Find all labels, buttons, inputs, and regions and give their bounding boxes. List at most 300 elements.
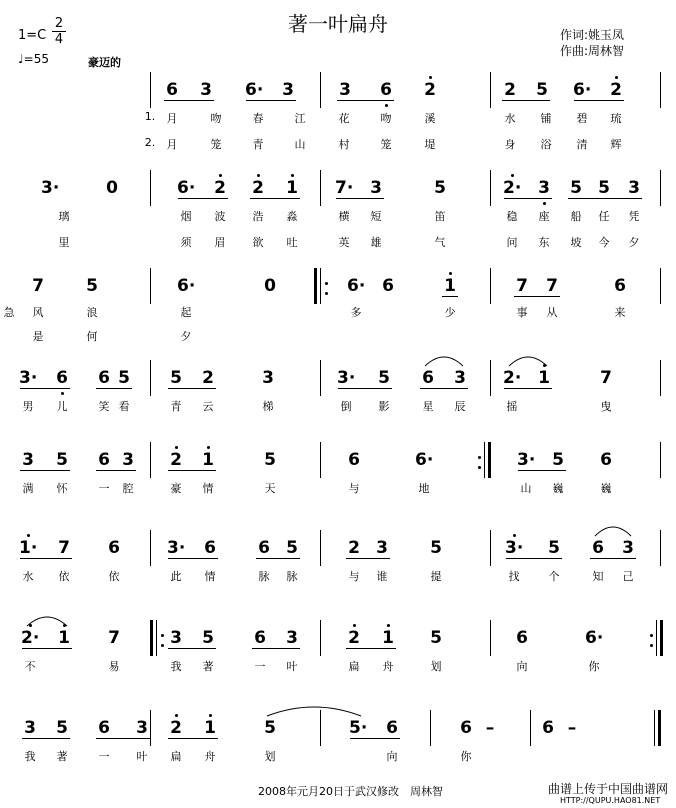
octave-high-dot — [429, 76, 432, 79]
underline-beam — [168, 648, 216, 649]
lyric-verse1: 著 — [202, 660, 214, 673]
bar-line — [660, 530, 661, 566]
note: 7 — [516, 276, 528, 296]
lyric-verse1: 腔 — [122, 482, 134, 495]
lyric-verse1: 向 — [516, 660, 528, 673]
slur — [265, 704, 363, 718]
note: 3· — [505, 538, 524, 558]
note: 3· — [337, 368, 356, 388]
lyric-verse1: 个 — [548, 570, 560, 583]
note: 3 — [376, 538, 388, 558]
lyric-verse2: 夕 — [628, 236, 640, 249]
lyricist-credit: 作词:姚玉凤 — [560, 28, 625, 42]
octave-high-dot — [219, 174, 222, 177]
bar-line — [430, 710, 431, 746]
lyric-verse1: 任 — [598, 210, 610, 223]
lyric-verse2: 辉 — [610, 138, 622, 151]
lyric-verse1: 一 — [98, 750, 110, 763]
octave-high-dot — [511, 174, 514, 177]
tempo-marking: ♩=55 — [18, 52, 49, 66]
repeat-dot — [478, 466, 481, 469]
lyric-verse1: 谁 — [376, 570, 388, 583]
note: 6· — [177, 178, 196, 198]
note: 5 — [286, 538, 298, 558]
repeat-dot — [161, 634, 164, 637]
lyric-verse1: 江 — [294, 112, 306, 125]
note: 3 — [262, 368, 274, 388]
slur — [423, 354, 465, 368]
lyric-verse1: 水 — [22, 570, 34, 583]
note: 6 — [600, 450, 612, 470]
note: – — [567, 718, 577, 738]
note: 6 — [254, 628, 266, 648]
lyric-verse2: 何 — [86, 330, 98, 343]
underline-beam — [168, 388, 216, 389]
note: 3 — [200, 80, 212, 100]
bar-line — [490, 360, 491, 396]
underline-beam — [420, 388, 468, 389]
bar-line — [156, 620, 157, 656]
octave-high-dot — [175, 714, 178, 717]
note: 5 — [536, 80, 548, 100]
underline-beam — [20, 388, 70, 389]
bar-line — [150, 268, 151, 304]
bar-line — [490, 530, 491, 566]
lyric-verse1: 巍 — [600, 482, 612, 495]
lyric-verse2: 问 — [506, 236, 518, 249]
lyric-verse1: 你 — [588, 660, 600, 673]
underline-beam — [22, 738, 70, 739]
bar-line-thick — [488, 442, 491, 478]
underline-beam — [96, 738, 150, 739]
lyric-verse1: 从 — [546, 306, 558, 319]
bar-line — [150, 442, 151, 478]
underline-beam — [337, 100, 394, 101]
lyric-verse2: 眉 — [214, 236, 226, 249]
lyric-verse2: 欲 — [252, 236, 264, 249]
underline-beam — [350, 738, 400, 739]
note: 6 — [98, 718, 110, 738]
lyric-verse1: 情 — [202, 482, 214, 495]
note: 3 — [628, 178, 640, 198]
note: 3· — [19, 368, 38, 388]
note: 3 — [24, 718, 36, 738]
bar-line-thick — [314, 268, 317, 304]
bar-line-thick — [150, 620, 153, 656]
mood-marking: 豪迈的 — [88, 56, 121, 69]
lyric-verse2: 东 — [538, 236, 550, 249]
lyric-verse1: 怀 — [56, 482, 68, 495]
lyric-verse1: 脉 — [286, 570, 298, 583]
note: 6· — [585, 628, 604, 648]
note: 6 — [422, 368, 434, 388]
lyric-verse1: 月 — [166, 112, 178, 125]
note: 6· — [415, 450, 434, 470]
lyric-verse1: 凭 — [628, 210, 640, 223]
lyric-verse1: 水 — [504, 112, 516, 125]
lyric-verse1: 琉 — [610, 112, 622, 125]
lyric-verse1: 与 — [348, 570, 360, 583]
octave-high-dot — [27, 534, 30, 537]
note: 3 — [136, 718, 148, 738]
underline-beam — [346, 558, 390, 559]
note: 6 — [166, 80, 178, 100]
underline-beam — [506, 558, 562, 559]
lyric-verse1: 划 — [430, 660, 442, 673]
lyric-verse2: 笼 — [210, 138, 222, 151]
lyric-verse1: 地 — [418, 482, 430, 495]
lyric-verse1: 璃 — [58, 210, 70, 223]
lyric-verse1: 影 — [378, 400, 390, 413]
octave-high-dot — [387, 624, 390, 627]
repeat-dot — [650, 644, 653, 647]
lyric-verse2: 气 — [434, 236, 446, 249]
lyric-verse1: 一 — [98, 482, 110, 495]
note: – — [485, 718, 495, 738]
note: 5 — [56, 718, 68, 738]
lyric-verse1: 来 — [614, 306, 626, 319]
lyric-verse1: 少 — [444, 306, 456, 319]
note: 3· — [41, 178, 60, 198]
lyric-verse1: 看 — [118, 400, 130, 413]
site-credit: 曲谱上传于中国曲谱网 — [548, 782, 669, 796]
lyric-verse1: 多 — [350, 306, 362, 319]
lyric-verse2: 须 — [180, 236, 192, 249]
bar-line — [660, 360, 661, 396]
lyric-verse2: 浴 — [540, 138, 552, 151]
lyric-verse1: 此 — [170, 570, 182, 583]
note: 6 — [98, 450, 110, 470]
lyric-verse1: 我 — [24, 750, 36, 763]
repeat-dot — [325, 292, 328, 295]
note: 6 — [386, 718, 398, 738]
octave-high-dot — [257, 174, 260, 177]
note: 6 — [542, 718, 554, 738]
underline-beam — [504, 198, 552, 199]
bar-line — [320, 530, 321, 566]
lyric-verse1: 舟 — [382, 660, 394, 673]
bar-line — [320, 620, 321, 656]
lyric-verse1: 提 — [430, 570, 442, 583]
time-signature-bottom: 4 — [52, 31, 66, 47]
lyric-verse1: 青 — [170, 400, 182, 413]
lyric-verse1: 脉 — [258, 570, 270, 583]
bar-line — [490, 170, 491, 206]
octave-high-dot — [449, 272, 452, 275]
bar-line — [656, 620, 657, 656]
lyric-verse1: 向 — [386, 750, 398, 763]
lyric-verse1: 豪 — [170, 482, 182, 495]
underline-beam — [168, 558, 218, 559]
lyric-verse1: 铺 — [540, 112, 552, 125]
note: 6 — [592, 538, 604, 558]
note: 6 — [258, 538, 270, 558]
octave-high-dot — [615, 76, 618, 79]
bar-line — [320, 170, 321, 206]
slur — [593, 524, 633, 538]
lyric-verse2: 青 — [252, 138, 264, 151]
lyric-verse1: 起 — [180, 306, 192, 319]
lyric-verse2: 身 — [504, 138, 516, 151]
slur-curve — [509, 357, 547, 366]
lyric-verse1: 叶 — [286, 660, 298, 673]
time-signature — [52, 16, 66, 47]
lyric-verse2: 山 — [294, 138, 306, 151]
lyric-verse1: 溪 — [424, 112, 436, 125]
key-signature: 1=C — [18, 28, 47, 43]
note: 1 — [538, 368, 550, 388]
lyric-verse1: 吻 — [210, 112, 222, 125]
note: 5 — [264, 718, 276, 738]
footer-note: 2008年元月20日于武汉修改 周林智 — [258, 785, 443, 798]
lyric-verse1: 我 — [170, 660, 182, 673]
underline-beam — [338, 388, 392, 389]
slur-curve — [27, 617, 67, 626]
note: 5 — [570, 178, 582, 198]
lyric-verse2: 是 — [32, 330, 44, 343]
lyric-verse1: 与 — [348, 482, 360, 495]
lyric-verse1: 找 — [508, 570, 520, 583]
note: 2 — [170, 718, 182, 738]
lyric-verse1: 己 — [622, 570, 634, 583]
lyric-verse1: 云 — [202, 400, 214, 413]
note: 5 — [430, 628, 442, 648]
bar-line — [150, 72, 151, 108]
note: 3 — [538, 178, 550, 198]
octave-low-dot — [543, 202, 546, 205]
note: 6 — [98, 368, 110, 388]
note: 3 — [22, 450, 34, 470]
lyric-verse1: 笑 — [98, 400, 110, 413]
note: 6· — [245, 80, 264, 100]
underline-beam — [96, 388, 132, 389]
octave-high-dot — [291, 174, 294, 177]
slur — [25, 614, 69, 628]
lyric-verse1: 急 — [3, 306, 15, 319]
note: 1 — [382, 628, 394, 648]
bar-line — [660, 170, 661, 206]
lyric-verse2: 吐 — [286, 236, 298, 249]
lyric-verse1: 摇 — [506, 400, 518, 413]
repeat-dot — [161, 644, 164, 647]
note: 1 — [286, 178, 298, 198]
octave-high-dot — [175, 446, 178, 449]
lyric-verse1: 依 — [108, 570, 120, 583]
note: 5 — [56, 450, 68, 470]
lyric-verse1: 倒 — [340, 400, 352, 413]
lyric-verse2: 英 — [338, 236, 350, 249]
note: 2 — [170, 450, 182, 470]
lyric-verse1: 碧 — [576, 112, 588, 125]
note: 5 — [430, 538, 442, 558]
octave-high-dot — [209, 714, 212, 717]
time-signature-top: 2 — [54, 16, 64, 31]
lyric-verse1: 1. — [144, 110, 156, 123]
lyric-verse1: 船 — [570, 210, 582, 223]
note: 1 — [58, 628, 70, 648]
bar-line — [150, 170, 151, 206]
note: 6· — [573, 80, 592, 100]
underline-beam — [250, 198, 300, 199]
note: 7 — [600, 368, 612, 388]
underline-beam — [164, 100, 214, 101]
lyric-verse1: 风 — [32, 306, 44, 319]
note: 6 — [348, 450, 360, 470]
note: 2 — [202, 368, 214, 388]
bar-line-thick — [660, 620, 663, 656]
lyric-verse1: 不 — [24, 660, 36, 673]
underline-beam — [502, 100, 550, 101]
lyric-verse2: 笼 — [380, 138, 392, 151]
underline-beam — [20, 558, 72, 559]
bar-line — [660, 72, 661, 108]
lyric-verse1: 儿 — [56, 400, 68, 413]
note: 2· — [503, 178, 522, 198]
underline-beam — [96, 470, 136, 471]
underline-beam — [514, 296, 560, 297]
underline-beam — [246, 100, 296, 101]
underline-beam — [168, 738, 218, 739]
note: 3 — [282, 80, 294, 100]
slur-curve — [267, 707, 361, 716]
underline-beam — [518, 470, 566, 471]
bar-line — [150, 360, 151, 396]
note: 2 — [214, 178, 226, 198]
note: 3 — [122, 450, 134, 470]
lyric-verse2: 坡 — [570, 236, 582, 249]
bar-line — [320, 268, 321, 304]
lyric-verse1: 梯 — [262, 400, 274, 413]
note: 6· — [347, 276, 366, 296]
note: 3 — [370, 178, 382, 198]
composer-credit: 作曲:周林智 — [560, 44, 625, 58]
underline-beam — [336, 198, 384, 199]
bar-line — [490, 620, 491, 656]
note: 5 — [170, 368, 182, 388]
lyric-verse1: 划 — [264, 750, 276, 763]
note: 3 — [622, 538, 634, 558]
lyric-verse2: 里 — [58, 236, 70, 249]
bar-line — [660, 268, 661, 304]
lyric-verse2: 堤 — [424, 138, 436, 151]
lyric-verse2: 今 — [598, 236, 610, 249]
underline-beam — [504, 388, 552, 389]
note: 2 — [348, 628, 360, 648]
lyric-verse1: 易 — [108, 660, 120, 673]
bar-line — [660, 442, 661, 478]
note: 6· — [177, 276, 196, 296]
bar-line — [530, 710, 531, 746]
note: 3 — [170, 628, 182, 648]
lyric-verse1: 一 — [254, 660, 266, 673]
octave-high-dot — [513, 534, 516, 537]
note: 3 — [286, 628, 298, 648]
note: 3 — [454, 368, 466, 388]
note: 1 — [444, 276, 456, 296]
site-url: HTTP://QUPU.HAO81.NET — [560, 796, 661, 805]
note: 7 — [32, 276, 44, 296]
note: 2 — [252, 178, 264, 198]
lyric-verse1: 花 — [338, 112, 350, 125]
note: 0 — [264, 276, 276, 296]
slur — [507, 354, 549, 368]
underline-beam — [574, 100, 624, 101]
underline-beam — [168, 470, 216, 471]
slur-curve — [595, 527, 631, 536]
bar-line-thick — [658, 710, 661, 746]
slur-curve — [425, 357, 463, 366]
note: 6 — [204, 538, 216, 558]
octave-low-dot — [61, 392, 64, 395]
note: 2 — [610, 80, 622, 100]
underline-beam — [252, 648, 300, 649]
lyric-verse1: 春 — [252, 112, 264, 125]
bar-line — [320, 72, 321, 108]
lyric-verse1: 情 — [204, 570, 216, 583]
bar-line — [320, 442, 321, 478]
bar-line — [320, 360, 321, 396]
underline-beam — [568, 198, 642, 199]
note: 2 — [504, 80, 516, 100]
octave-high-dot — [207, 446, 210, 449]
lyric-verse1: 曳 — [600, 400, 612, 413]
octave-low-dot — [385, 104, 388, 107]
lyric-verse1: 扁 — [170, 750, 182, 763]
note: 5 — [598, 178, 610, 198]
lyric-verse1: 烟 — [180, 210, 192, 223]
note: 1· — [19, 538, 38, 558]
lyric-verse1: 扁 — [348, 660, 360, 673]
repeat-dot — [650, 634, 653, 637]
note: 3· — [167, 538, 186, 558]
octave-high-dot — [353, 624, 356, 627]
note: 2 — [348, 538, 360, 558]
lyric-verse1: 浪 — [86, 306, 98, 319]
note: 6 — [108, 538, 120, 558]
lyric-verse1: 依 — [58, 570, 70, 583]
repeat-dot — [325, 282, 328, 285]
note: 5 — [264, 450, 276, 470]
note: 1 — [204, 718, 216, 738]
lyric-verse1: 星 — [422, 400, 434, 413]
note: 5 — [548, 538, 560, 558]
note: 6 — [382, 276, 394, 296]
note: 6 — [516, 628, 528, 648]
note: 0 — [106, 178, 118, 198]
page-title: 著一叶扁舟 — [288, 12, 388, 36]
underline-beam — [20, 470, 70, 471]
underline-beam — [442, 296, 458, 297]
note: 5 — [434, 178, 446, 198]
note: 1 — [202, 450, 214, 470]
lyric-verse1: 浩 — [252, 210, 264, 223]
lyric-verse2: 雄 — [370, 236, 382, 249]
lyric-verse1: 男 — [22, 400, 34, 413]
underline-beam — [178, 198, 228, 199]
lyric-verse2: 夕 — [180, 330, 192, 343]
underline-beam — [22, 648, 72, 649]
underline-beam — [590, 558, 636, 559]
underline-beam — [256, 558, 300, 559]
lyric-verse1: 淼 — [286, 210, 298, 223]
lyric-verse1: 横 — [338, 210, 350, 223]
note: 5 — [378, 368, 390, 388]
note: 3 — [339, 80, 351, 100]
lyric-verse2: 清 — [576, 138, 588, 151]
note: 6 — [614, 276, 626, 296]
lyric-verse1: 山 — [520, 482, 532, 495]
note: 5 — [118, 368, 130, 388]
